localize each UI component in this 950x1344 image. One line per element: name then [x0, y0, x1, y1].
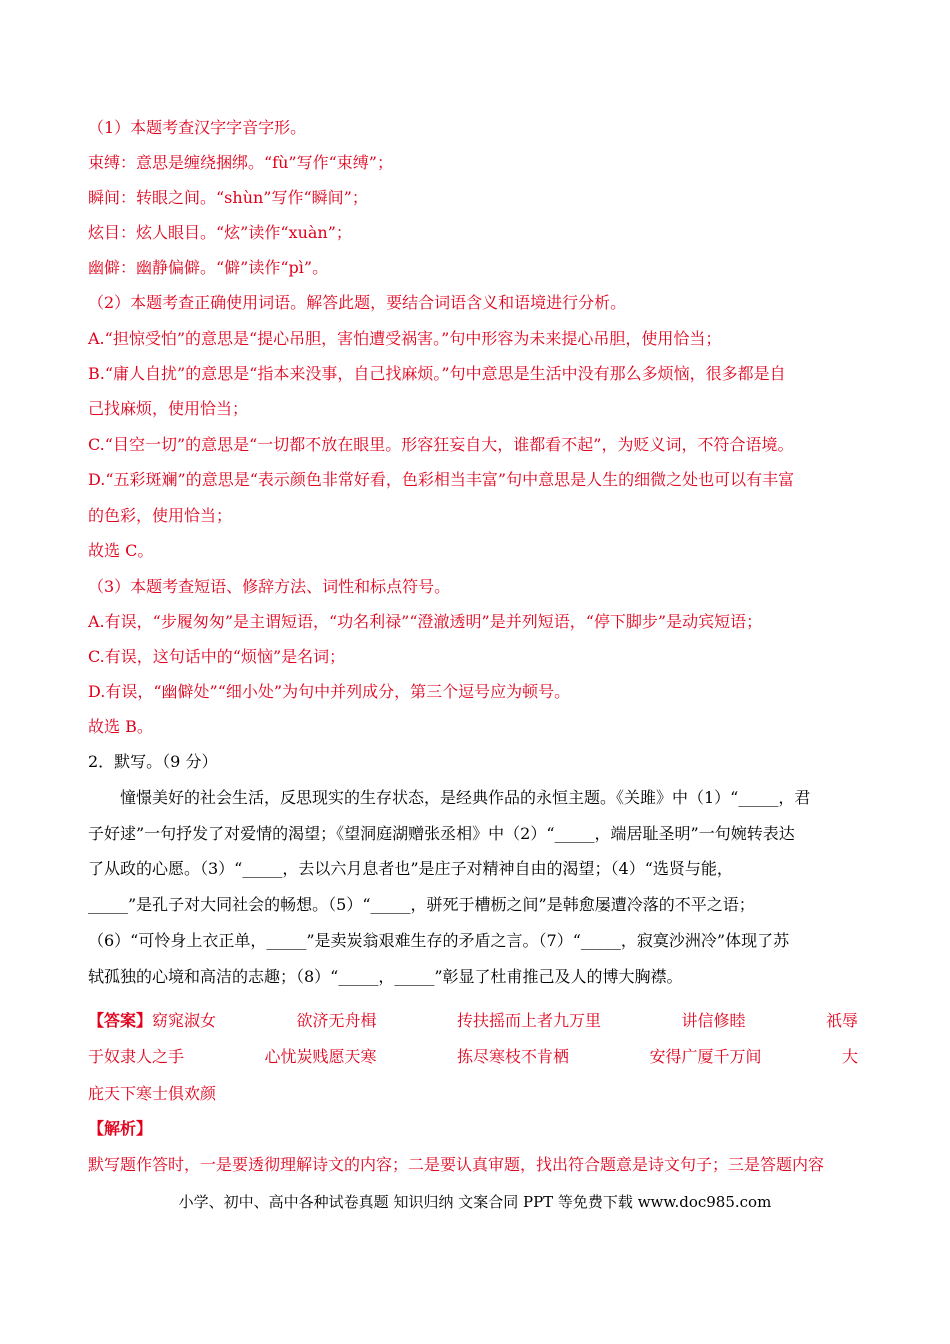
analysis-line: 瞬间：转眼之间。“shùn”写作“瞬间”； [88, 188, 368, 207]
answer-item: 于奴隶人之手 [88, 1047, 185, 1066]
analysis-label: 【解析】 [88, 1119, 153, 1138]
question-text-line: （6）“可怜身上衣正单，_____”是卖炭翁艰难生存的矛盾之言。（7）“_____，寂寞沙洲冷”体现了苏 [88, 931, 790, 950]
option-a-line: A.“担惊受怕”的意思是“提心吊胆，害怕遭受祸害。”句中形容为未来提心吊胆，使用恰当； [88, 329, 722, 348]
answer-row-1 [88, 1010, 858, 1032]
answer-row-3: 庇天下寒士俱欢颜 [88, 1084, 217, 1103]
answer-item: 抟扶摇而上者九万里 [456, 1011, 601, 1030]
option-d-continued: 的色彩，使用恰当； [88, 506, 233, 525]
answer-label: 【答案】 [88, 1011, 153, 1030]
option-a-line: A.有误，“步履匆匆”是主谓短语，“功名利禄”“澄澈透明”是并列短语，“停下脚步”是动宾短语； [88, 612, 763, 631]
question-text-line: 子好逑”一句抒发了对爱情的渴望；《望洞庭湖赠张丞相》中（2）“_____，端居耻圣明”一句婉转表达 [88, 824, 795, 843]
answer-item: 欲济无舟楫 [296, 1011, 377, 1030]
page-footer: 小学、初中、高中各种试卷真题 知识归纳 文案合同 PPT 等免费下载 www.doc985.com [178, 1193, 772, 1211]
option-c-line: C.有误，这句话中的“烦恼”是名词； [88, 647, 346, 666]
option-d-line: D.“五彩斑斓”的意思是“表示颜色非常好看，色彩相当丰富”句中意思是人生的细微之处也可以有丰富 [88, 470, 795, 489]
answer-row-2 [88, 1046, 858, 1068]
question-text-line: 轼孤独的心境和高洁的志趣；（8）“_____，_____”彰显了杜甫推己及人的博大胸襟。 [88, 967, 683, 986]
option-b-line: B.“庸人自扰”的意思是“指本来没事，自己找麻烦。”句中意思是生活中没有那么多烦恼，很多都是自 [88, 364, 786, 383]
option-d-line: D.有误，“幽僻处”“细小处”为句中并列成分，第三个逗号应为顿号。 [88, 682, 571, 701]
question-text-line: _____”是孔子对大同社会的畅想。（5）“_____，骈死于槽枥之间”是韩愈屡遭冷落的不平之语； [88, 895, 755, 914]
analysis-line: 炫目：炫人眼目。“炫”读作“xuàn”； [88, 223, 352, 242]
answer-item: 安得广厦千万间 [649, 1047, 762, 1066]
analysis-line: 束缚：意思是缠绕捆绑。“fù”写作“束缚”； [88, 153, 393, 172]
answer-item: 拣尽寒枝不肯栖 [456, 1047, 569, 1066]
analysis-text: 默写题作答时，一是要透彻理解诗文的内容；二是要认真审题，找出符合题意是诗文句子；三是答题内容 [88, 1155, 825, 1174]
option-c-line: C.“目空一切”的意思是“一切都不放在眼里。形容狂妄自大，谁都看不起”，为贬义词，不符合语境。 [88, 435, 794, 454]
section-3-heading: （3）本题考查短语、修辞方法、词性和标点符号。 [88, 577, 451, 596]
analysis-line: 幽僻：幽静偏僻。“僻”读作“pì”。 [88, 258, 329, 277]
answer-item: 祇辱 [825, 1011, 858, 1030]
section-2-heading: （2）本题考查正确使用词语。解答此题，要结合词语含义和语境进行分析。 [88, 293, 627, 312]
question-text-line: 憧憬美好的社会生活，反思现实的生存状态，是经典作品的永恒主题。《关雎》中（1）“_____，君 [120, 788, 811, 807]
answer-item: 大 [841, 1047, 858, 1066]
section-1-heading: （1）本题考查汉字字音字形。 [88, 118, 307, 137]
question-2-title: 2．默写。（9 分） [88, 752, 218, 771]
choice-conclusion: 故选 B。 [88, 717, 153, 736]
choice-conclusion: 故选 C。 [88, 541, 154, 560]
option-b-continued: 己找麻烦，使用恰当； [88, 399, 249, 418]
question-text-line: 了从政的心愿。（3）“_____，去以六月息者也”是庄子对精神自由的渴望；（4）“选贤与能， [88, 859, 733, 878]
answer-item: 【答案】窈窕淑女 [88, 1011, 217, 1030]
answer-item: 讲信修睦 [681, 1011, 746, 1030]
answer-item: 心忧炭贱愿天寒 [264, 1047, 377, 1066]
